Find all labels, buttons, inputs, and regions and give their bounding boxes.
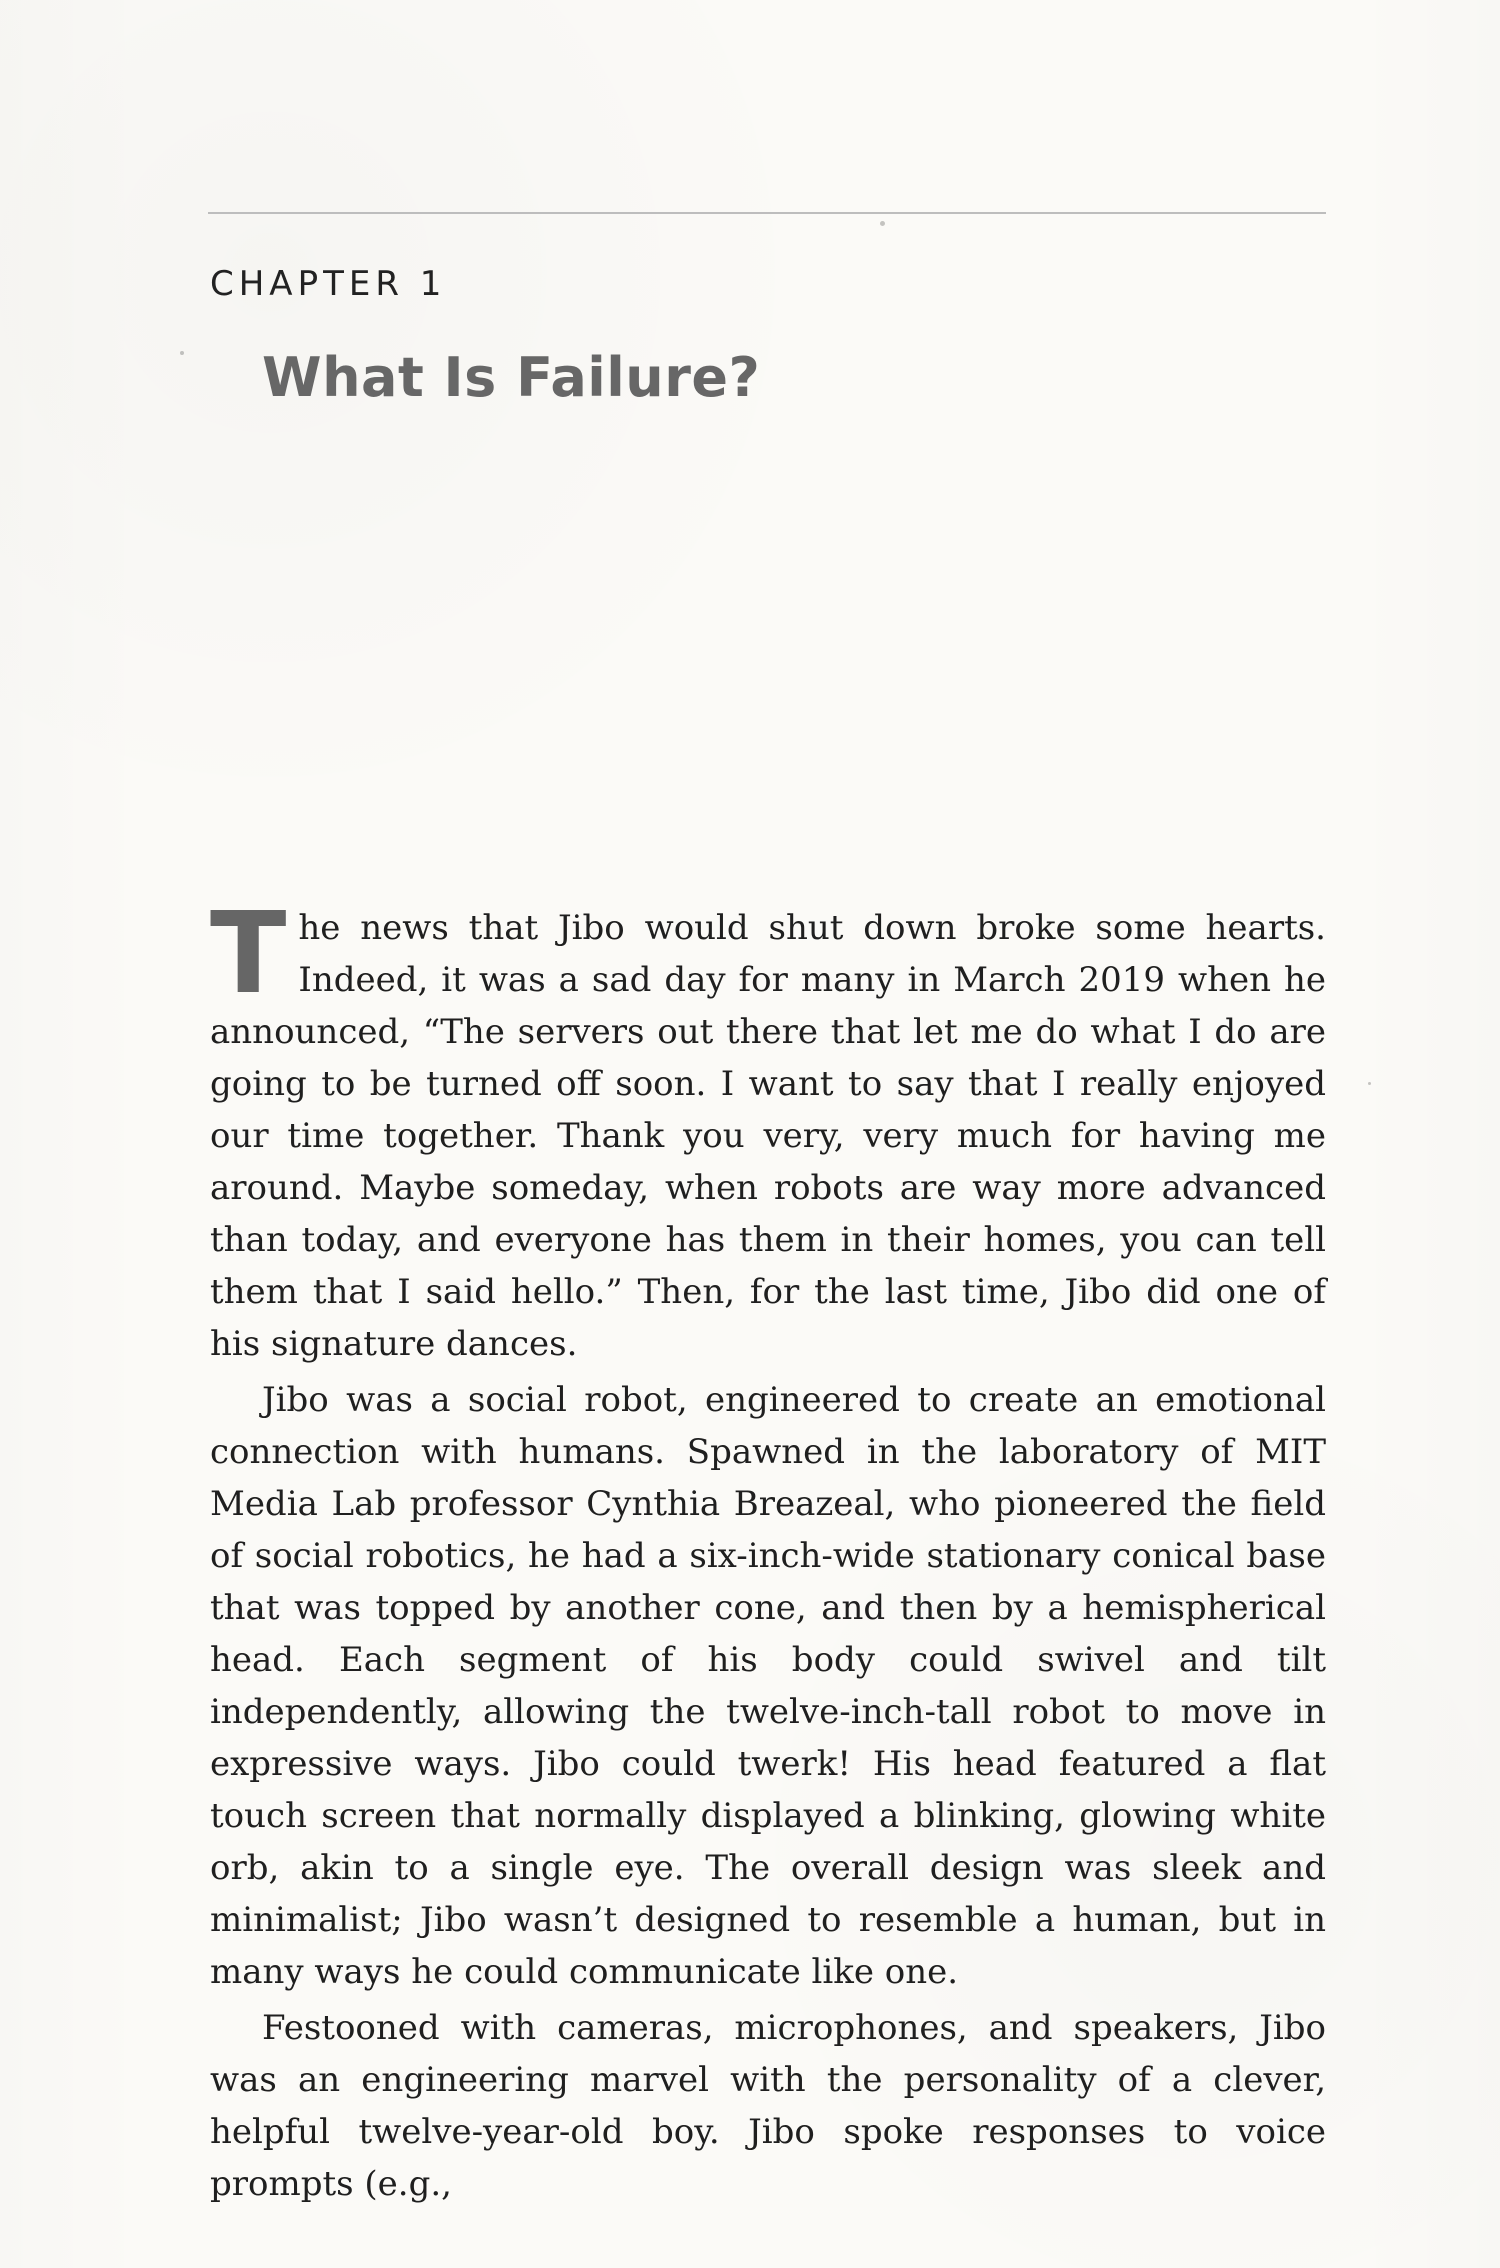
top-rule bbox=[208, 212, 1326, 214]
scan-mark bbox=[180, 351, 184, 355]
chapter-body bbox=[210, 889, 1326, 2210]
paragraph-2: Jibo was a social robot, engineered to create an emotional connection with humans. Spawned in the laboratory of MIT Media Lab professor Cynthia Breazeal, who pioneered the field of social robotics, he had a six-inch-wide stationary conical base that was topped by another cone, and then by a hemispherical head. Each segment of his body could swivel and tilt independently, allowing the twelve-inch-tall robot to move in expressive ways. Jibo could twerk! His head featured a flat touch screen that normally displayed a blinking, glowing white orb, akin to a single eye. The overall design was sleek and minimalist; Jibo wasn’t designed to resemble a human, but in many ways he could communicate like one. bbox=[210, 1380, 1326, 1992]
paragraph-3: Festooned with cameras, microphones, and speakers, Jibo was an engineering marvel with the personality of a clever, helpful twelve-year-old boy. Jibo spoke responses to voice prompts (e.g., bbox=[210, 2008, 1326, 2204]
chapter-label: CHAPTER 1 bbox=[210, 264, 447, 304]
paragraph-1 bbox=[210, 889, 1326, 1370]
paragraph-1-text: he news that Jibo would shut down broke some hearts. Indeed, it was a sad day for many in March 2019 when he announced, “The servers out there that let me do what I do are going to be turned off soon. I want to say that I really enjoyed our time together. Thank you very, very much for having me around. Maybe someday, when robots are way more advanced than today, and everyone has them in their homes, you can tell them that I said hello.” Then, for the last time, Jibo did one of his signature dances. bbox=[210, 908, 1326, 1364]
scan-mark bbox=[1368, 1082, 1371, 1085]
scan-mark bbox=[880, 221, 885, 226]
dropcap-letter: T bbox=[210, 889, 287, 1019]
chapter-title: What Is Failure? bbox=[262, 346, 761, 409]
